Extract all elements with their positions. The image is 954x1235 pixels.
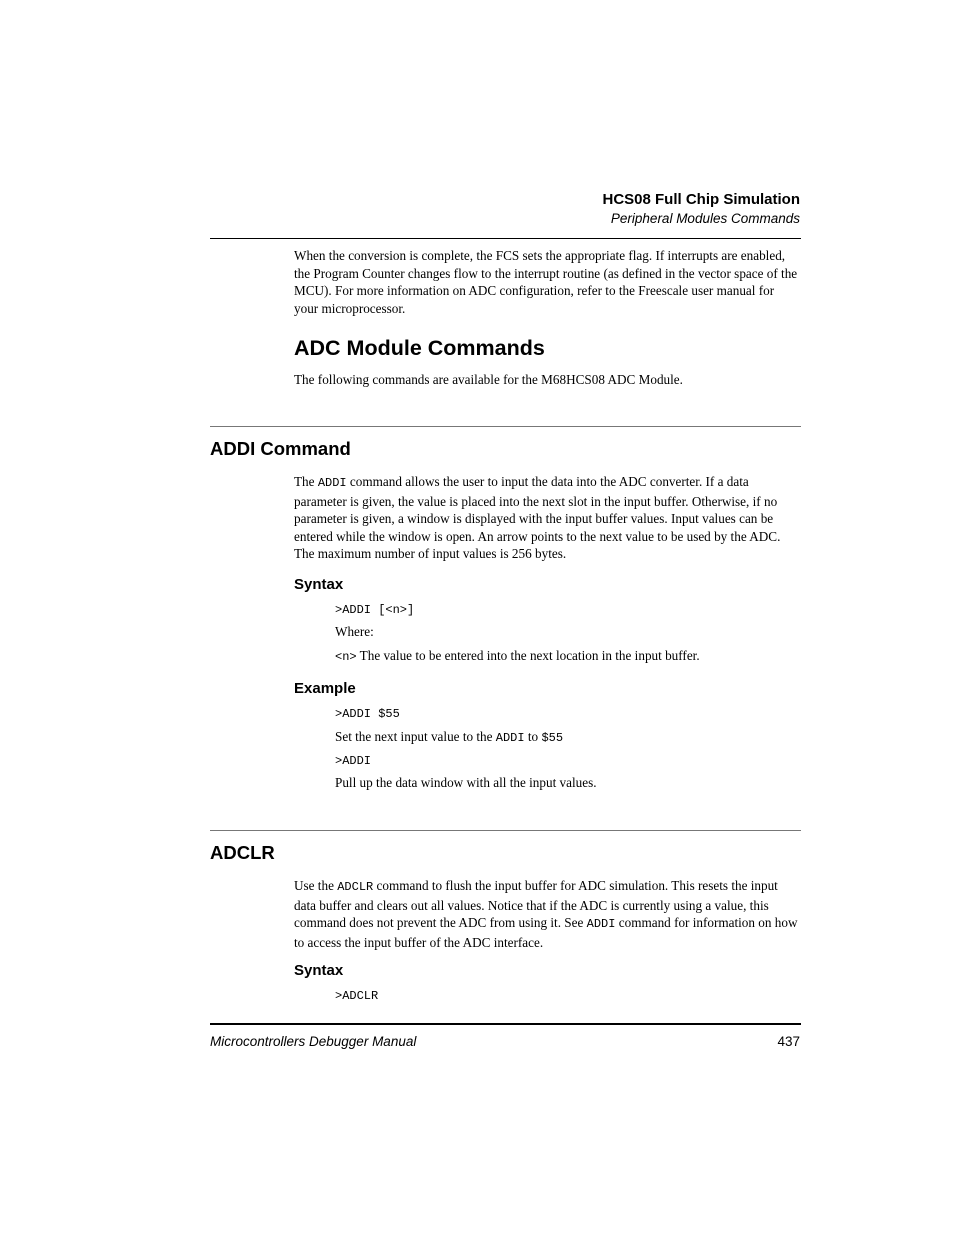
adclr-desc-code-1: ADCLR <box>337 880 374 894</box>
addi-example1-desc <box>335 729 563 745</box>
addi-param-line <box>335 648 700 664</box>
addi-desc-text-1: The <box>294 474 318 489</box>
adclr-desc-text-3: command for information on how to access the input buffer of the ADC interface. <box>294 915 798 950</box>
addi-param-desc: The value to be entered into the next location in the input buffer. <box>356 648 700 663</box>
addi-desc-text-2: command allows the user to input the data into the ADC converter. If a data parameter is given, the value is placed into the next slot in the input buffer. Otherwise, if no parameter is given, a window is displayed with the input buffer values. Input values can be entered while the window is open. An arrow points to the next value to be used by the ADC. The maximum number of input values is 256 bytes. <box>294 474 781 561</box>
footer-page-number: 437 <box>777 1034 800 1049</box>
addi-param-code: <n> <box>335 650 357 664</box>
addi-example2-code: >ADDI <box>335 754 372 768</box>
header-subtitle: Peripheral Modules Commands <box>610 211 800 226</box>
header-rule <box>210 238 801 239</box>
footer-manual-title: Microcontrollers Debugger Manual <box>210 1034 417 1049</box>
addi-where-label: Where: <box>335 624 374 639</box>
addi-example-heading: Example <box>294 680 356 697</box>
addi-desc-code: ADDI <box>317 476 347 490</box>
adc-module-heading: ADC Module Commands <box>294 336 545 360</box>
addi-syntax-heading: Syntax <box>294 576 344 593</box>
addi-description <box>294 473 800 563</box>
section-divider-addi <box>210 426 801 427</box>
addi-example1-code-1: ADDI <box>495 731 525 745</box>
adclr-desc-code-2: ADDI <box>586 917 616 931</box>
adclr-desc-text-1: Use the <box>294 878 338 893</box>
adc-module-text: The following commands are available for the M68HCS08 ADC Module. <box>294 372 683 387</box>
header-title: HCS08 Full Chip Simulation <box>602 191 800 208</box>
adclr-heading: ADCLR <box>210 842 275 863</box>
adclr-description <box>294 877 800 951</box>
addi-example2-desc: Pull up the data window with all the input values. <box>335 775 597 790</box>
addi-example1-text-2: to <box>524 729 542 744</box>
addi-example1-text-1: Set the next input value to the <box>335 729 496 744</box>
section-divider-adclr <box>210 830 801 831</box>
adclr-desc-text-2: command to flush the input buffer for ADC simulation. This resets the input data buffer and clears out all values. Notice that if the ADC is currently using a value, this command does not prevent the ADC from using it. See <box>294 878 778 930</box>
footer-rule <box>210 1023 801 1025</box>
adclr-syntax-heading: Syntax <box>294 962 344 979</box>
intro-paragraph: When the conversion is complete, the FCS sets the appropriate flag. If interrupts are enabled, the Program Counter changes flow to the interrupt routine (as defined in the vector space of the MCU). For more information on ADC configuration, refer to the Freescale user manual for your microprocessor. <box>294 248 798 316</box>
addi-example1-code: >ADDI $55 <box>335 707 400 721</box>
addi-heading: ADDI Command <box>210 438 351 459</box>
adclr-syntax-code: >ADCLR <box>335 989 379 1003</box>
addi-example1-code-2: $55 <box>541 731 564 745</box>
addi-syntax-code: >ADDI [<n>] <box>335 603 415 617</box>
